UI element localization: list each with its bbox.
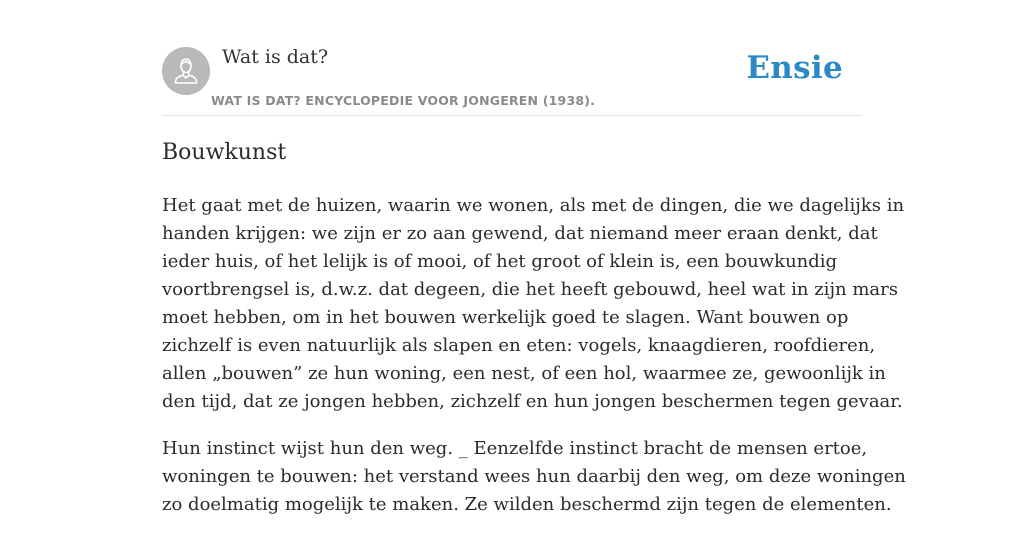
paragraph-line: zo doelmatig mogelijk te maken. Ze wilden beschermd zijn tegen de elementen.	[162, 494, 892, 515]
paragraph-line: moet hebben, om in het bouwen werkelijk goed te slagen. Want bouwen op	[162, 307, 849, 328]
paragraph-line: voortbrengsel is, d.w.z. dat degeen, die het heeft gebouwd, heel wat in zijn mars	[162, 279, 898, 300]
article-body	[162, 192, 906, 538]
paragraph-line: zichzelf is even natuurlijk als slapen en eten: vogels, knaagdieren, roofdieren,	[162, 335, 876, 356]
article-page	[162, 0, 906, 515]
source-name[interactable]: Wat is dat?	[222, 46, 329, 68]
article-paragraph	[162, 192, 905, 416]
paragraph-line: Hun instinct wijst hun den weg. _ Eenzelfde instinct bracht de mensen ertoe,	[162, 438, 868, 459]
article-title: Bouwkunst	[162, 140, 287, 165]
article-paragraph	[162, 435, 906, 519]
paragraph-line: ieder huis, of het lelijk is of mooi, of het groot of klein is, een bouwkundig	[162, 251, 838, 272]
paragraph-line: allen „bouwen” ze hun woning, een nest, of een hol, waarmee ze, gewoonlijk in	[162, 363, 886, 384]
paragraph-line: woningen te bouwen: het verstand wees hun daarbij den weg, om deze woningen	[162, 466, 906, 487]
paragraph-line: handen krijgen: we zijn er zo aan gewend, dat niemand meer eraan denkt, dat	[162, 223, 878, 244]
source-subtitle: WAT IS DAT? ENCYCLOPEDIE VOOR JONGEREN (1938).	[211, 93, 596, 108]
paragraph-line: Het gaat met de huizen, waarin we wonen, als met de dingen, die we dagelijks in	[162, 195, 905, 216]
brand-logo[interactable]: Ensie	[746, 50, 843, 86]
source-header	[162, 0, 862, 116]
user-silhouette-icon[interactable]	[162, 47, 210, 95]
paragraph-line: den tijd, dat ze jongen hebben, zichzelf en hun jongen beschermen tegen gevaar.	[162, 391, 903, 412]
